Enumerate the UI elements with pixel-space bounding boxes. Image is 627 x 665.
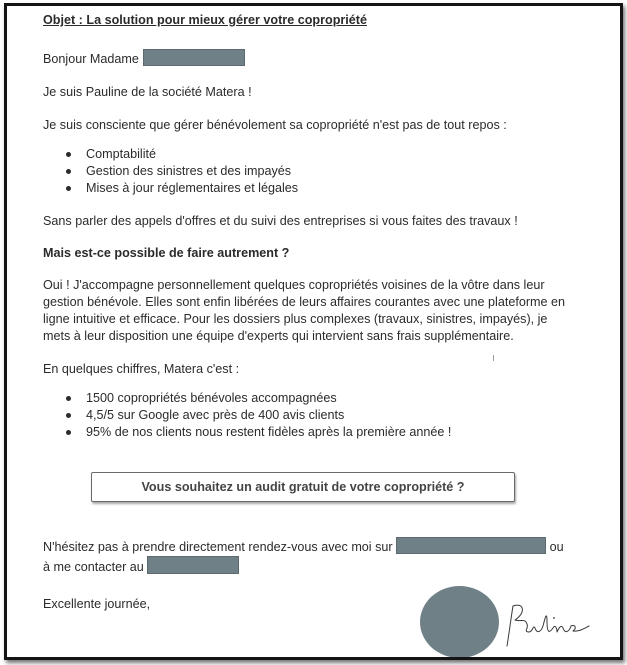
audit-cta-button[interactable]: Vous souhaitez un audit gratuit de votre copropriété ? [91,472,515,502]
sans-parler-line: Sans parler des appels d'offres et du suivi des entreprises si vous faites des travaux ! [43,214,518,228]
chiffres-intro: En quelques chiffres, Matera c'est : [43,362,240,376]
letter-frame [4,3,623,660]
letter-greeting [43,49,603,67]
list-item: Comptabilité [86,146,603,163]
letter-subject: Objet : La solution pour mieux gérer votre copropriété [43,13,367,27]
contact-paragraph [43,537,603,576]
contact-line2-text: à me contacter au [43,560,144,574]
redacted-avatar [420,586,499,658]
consciente-line: Je suis consciente que gérer bénévolement sa copropriété n'est pas de tout repos : [43,118,507,132]
greeting-text: Bonjour Madame [43,52,139,66]
redacted-phone [147,556,239,574]
list-item: 4,5/5 sur Google avec près de 400 avis clients [86,407,603,424]
list-item: Mises à jour réglementaires et légales [86,180,603,197]
contact-line1-end: ou [549,540,564,554]
scan-mark [493,355,494,361]
list-item: 1500 copropriétés bénévoles accompagnées [86,390,603,407]
list-item: 95% de nos clients nous restent fidèles après la première année ! [86,424,603,441]
signature-image [501,598,591,650]
contact-line1-text: N'hésitez pas à prendre directement rendez-vous avec moi sur [43,540,393,554]
redacted-name [143,49,245,66]
tasks-list [43,146,603,197]
letter-body [43,12,603,612]
intro-line: Je suis Pauline de la société Matera ! [43,85,252,99]
figures-list [43,390,603,441]
redacted-link [396,537,546,554]
list-item: Gestion des sinistres et des impayés [86,163,603,180]
closing-line: Excellente journée, [43,597,151,611]
oui-paragraph: Oui ! J'accompagne personnellement quelques copropriétés voisines de la vôtre dans leur gestion bénévole. Elles sont enfin libérées de leurs affaires courantes avec une plateforme en ligne intuitive et efficace. Pour les dossiers plus complexes (travaux, sinistres, impayés), je mets à leur disposition une équipe d'experts qui intervient sans frais supplémentaire. [43,278,566,343]
cta-container [43,472,603,502]
question-heading: Mais est-ce possible de faire autrement ? [43,246,290,260]
